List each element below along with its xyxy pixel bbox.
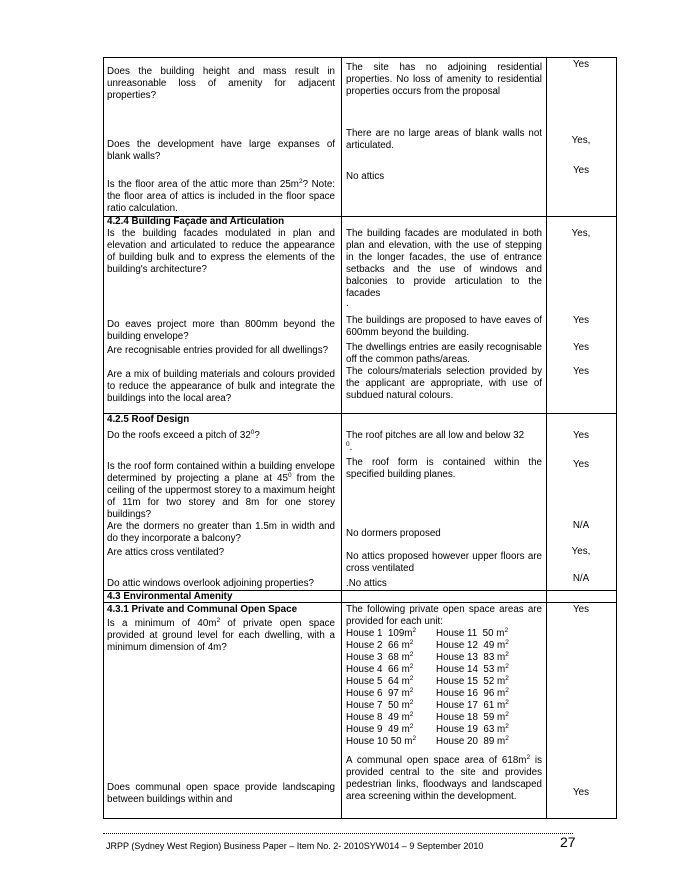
answer-cell: No dormers proposed bbox=[346, 528, 441, 539]
house-area: 68 m bbox=[387, 652, 410, 663]
house-area: 53 m bbox=[483, 664, 506, 675]
answer-dot: . bbox=[346, 298, 349, 309]
question-text: ? bbox=[254, 430, 260, 441]
question-cell bbox=[107, 179, 335, 215]
list-item bbox=[346, 676, 546, 688]
question-text: of private open space provided at ground level for each dwelling, with a minimum dimension of 4m? bbox=[107, 618, 336, 653]
result-cell: Yes, bbox=[571, 228, 591, 239]
footer-rule bbox=[103, 833, 573, 834]
house-area: 52 m bbox=[483, 676, 506, 687]
superscript: 2 bbox=[505, 723, 509, 730]
footer-text: JRPP (Sydney West Region) Business Paper – Item No. 2- 2010SYW014 – 9 September 2010 bbox=[106, 841, 484, 851]
house-area: 83 m bbox=[483, 652, 506, 663]
house-area: 49 m bbox=[387, 724, 410, 735]
house-area: 59 m bbox=[483, 712, 506, 723]
house-area: 61 m bbox=[483, 700, 506, 711]
superscript: 0 bbox=[287, 472, 292, 479]
house-label: House 15 bbox=[436, 676, 478, 687]
list-item bbox=[346, 724, 546, 736]
superscript: 2 bbox=[505, 735, 509, 742]
superscript: 2 bbox=[409, 687, 414, 694]
question-cell: Are the dormers no greater than 1.5m in width and do they incorporate a balcony? bbox=[107, 521, 335, 544]
list-item bbox=[346, 652, 546, 664]
answer-cell: The following private open space areas are provided for each unit: bbox=[346, 604, 542, 627]
house-label: House 6 bbox=[346, 688, 383, 699]
result-cell: Yes bbox=[573, 59, 589, 70]
result-cell: N/A bbox=[572, 573, 590, 584]
result-cell: Yes, bbox=[571, 546, 591, 557]
house-label: House 1 bbox=[346, 628, 383, 639]
result-cell: Yes bbox=[573, 366, 589, 377]
house-label: House 11 bbox=[436, 628, 478, 639]
question-cell: Does the building height and mass result in unreasonable loss of amenity for adjacent properties? bbox=[107, 66, 335, 101]
superscript: 0 bbox=[250, 429, 255, 436]
house-area: 64 m bbox=[387, 676, 410, 687]
question-cell: Does the development have large expanses of blank walls? bbox=[107, 139, 335, 162]
question-text: Is the floor area of the attic more than 25m bbox=[107, 179, 299, 190]
house-label: House 20 bbox=[436, 736, 478, 747]
house-label: House 19 bbox=[436, 724, 478, 735]
answer-cell: .No attics bbox=[346, 578, 387, 589]
question-cell: Do attic windows overlook adjoining properties? bbox=[107, 578, 314, 589]
question-text: from the ceiling of the uppermost storey to a maximum height of 11m for two storey and 8m for one storey buildings? bbox=[107, 473, 335, 520]
list-item bbox=[346, 736, 546, 748]
list-item bbox=[346, 664, 546, 676]
result-cell: N/A bbox=[572, 520, 590, 531]
result-cell: Yes bbox=[573, 165, 589, 176]
house-area: 63 m bbox=[483, 724, 506, 735]
answer-cell: The building facades are modulated in both plan and elevation, with the use of stepping in the longer facades, the use of entrance setbacks and the use of windows and balconies to provide articulation to the facades bbox=[346, 228, 542, 299]
result-cell: Yes, bbox=[571, 135, 591, 146]
house-label: House 10 bbox=[346, 736, 388, 747]
house-label: House 4 bbox=[346, 664, 383, 675]
superscript: 0 bbox=[346, 441, 350, 448]
result-cell: Yes bbox=[573, 315, 589, 326]
list-item bbox=[346, 628, 546, 640]
answer-cell: The site has no adjoining residential properties. No loss of amenity to residential properties occurs from the proposal bbox=[346, 62, 542, 97]
answer-text: . bbox=[349, 442, 353, 453]
superscript: 2 bbox=[412, 735, 417, 742]
question-cell bbox=[107, 618, 335, 654]
answer-text: The roof pitches are all low and below 32 bbox=[346, 430, 525, 441]
house-area: 50 m bbox=[482, 628, 505, 639]
superscript: 2 bbox=[505, 663, 509, 670]
column-divider bbox=[546, 57, 547, 819]
house-label: House 7 bbox=[346, 700, 383, 711]
house-label: House 2 bbox=[346, 640, 383, 651]
house-area: 50 m bbox=[390, 736, 413, 747]
superscript: 2 bbox=[409, 723, 414, 730]
superscript: 2 bbox=[505, 675, 509, 682]
question-cell: Is the building facades modulated in plan and elevation and articulated to reduce the appearance of building bulk and to express the elements of the building's architecture? bbox=[107, 228, 335, 275]
house-area: 109m bbox=[387, 628, 413, 639]
section-heading: 4.2.4 Building Façade and Articulation bbox=[107, 216, 285, 227]
question-text: ? Note: the floor area of attics is included in the floor space ratio calculation. bbox=[107, 179, 335, 214]
result-cell: Yes bbox=[573, 430, 589, 441]
page-number: 27 bbox=[560, 834, 576, 850]
house-area: 49 m bbox=[387, 712, 410, 723]
house-area: 66 m bbox=[387, 640, 410, 651]
list-item bbox=[346, 700, 546, 712]
answer-cell: The buildings are proposed to have eaves of 600mm beyond the building. bbox=[346, 315, 542, 338]
result-cell: Yes bbox=[573, 342, 589, 353]
house-label: House 8 bbox=[346, 712, 383, 723]
question-cell: Are a mix of building materials and colours provided to reduce the appearance of bulk and integrate the buildings into the local area? bbox=[107, 369, 335, 404]
house-label: House 16 bbox=[436, 688, 478, 699]
result-cell: Yes bbox=[573, 604, 589, 615]
house-area: 97 m bbox=[387, 688, 410, 699]
house-label: House 3 bbox=[346, 652, 383, 663]
list-item bbox=[346, 640, 546, 652]
house-label: House 14 bbox=[436, 664, 478, 675]
superscript: 2 bbox=[216, 617, 221, 624]
superscript: 2 bbox=[409, 699, 414, 706]
list-item bbox=[346, 712, 546, 724]
answer-cell: The dwellings entries are easily recognisable off the common paths/areas. bbox=[346, 342, 542, 365]
house-label: House 17 bbox=[436, 700, 478, 711]
house-area: 96 m bbox=[483, 688, 506, 699]
result-cell: Yes bbox=[573, 787, 589, 798]
superscript: 2 bbox=[412, 627, 417, 634]
question-cell: Are recognisable entries provided for all dwellings? bbox=[107, 345, 329, 356]
question-cell: Does communal open space provide landscaping between buildings within and bbox=[107, 782, 335, 805]
superscript: 2 bbox=[409, 639, 414, 646]
superscript: 2 bbox=[505, 651, 509, 658]
answer-cell: The colours/materials selection provided by the applicant are appropriate, with use of subdued natural colours. bbox=[346, 366, 542, 401]
answer-cell: No attics bbox=[346, 171, 385, 182]
answer-cell bbox=[346, 430, 542, 454]
house-area: 49 m bbox=[483, 640, 506, 651]
superscript: 2 bbox=[505, 639, 509, 646]
house-area: 50 m bbox=[387, 700, 410, 711]
subsection-heading: 4.3.1 Private and Communal Open Space bbox=[107, 604, 298, 615]
section-heading: 4.2.5 Roof Design bbox=[107, 414, 190, 425]
superscript: 2 bbox=[505, 699, 509, 706]
superscript: 2 bbox=[505, 687, 509, 694]
house-area: 89 m bbox=[483, 736, 506, 747]
question-cell bbox=[107, 430, 335, 442]
answer-cell: There are no large areas of blank walls not articulated. bbox=[346, 128, 542, 151]
result-cell: Yes bbox=[573, 459, 589, 470]
house-label: House 12 bbox=[436, 640, 478, 651]
superscript: 2 bbox=[505, 711, 509, 718]
superscript: 2 bbox=[409, 663, 414, 670]
question-text: Is a minimum of 40m bbox=[107, 618, 217, 629]
section-heading: 4.3 Environmental Amenity bbox=[107, 591, 233, 602]
answer-text: is provided central to the site and provides pedestrian links, floodways and landscaped area screening within the development. bbox=[346, 755, 542, 802]
house-area: 66 m bbox=[387, 664, 410, 675]
question-text: Is the roof form contained within a building envelope determined by projecting a plane at 45 bbox=[107, 461, 335, 484]
house-label: House 5 bbox=[346, 676, 383, 687]
question-cell: Are attics cross ventilated? bbox=[107, 547, 225, 558]
list-item bbox=[346, 688, 546, 700]
answer-cell: No attics proposed however upper floors are cross ventilated bbox=[346, 551, 542, 574]
answer-cell: The roof form is contained within the specified building planes. bbox=[346, 457, 542, 480]
superscript: 2 bbox=[504, 627, 509, 634]
house-label: House 9 bbox=[346, 724, 383, 735]
question-cell bbox=[107, 461, 335, 521]
house-label: House 13 bbox=[436, 652, 478, 663]
answer-cell bbox=[346, 755, 542, 803]
question-text: Do the roofs exceed a pitch of 32 bbox=[107, 430, 251, 441]
superscript: 2 bbox=[298, 178, 303, 185]
column-divider bbox=[341, 57, 342, 819]
superscript: 2 bbox=[409, 711, 414, 718]
superscript: 2 bbox=[526, 754, 531, 761]
house-label: House 18 bbox=[436, 712, 478, 723]
superscript: 2 bbox=[409, 651, 414, 658]
house-area-list bbox=[346, 628, 546, 748]
superscript: 2 bbox=[409, 675, 414, 682]
question-cell: Do eaves project more than 800mm beyond the building envelope? bbox=[107, 319, 335, 342]
answer-text: A communal open space area of 618m bbox=[346, 755, 527, 766]
